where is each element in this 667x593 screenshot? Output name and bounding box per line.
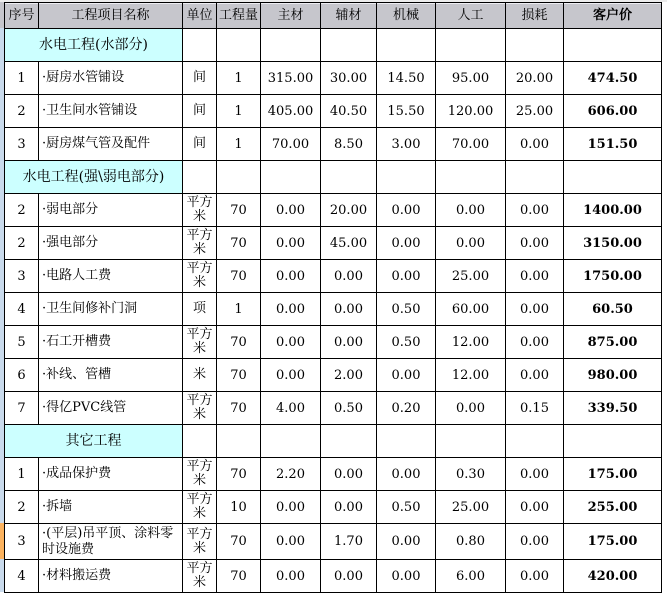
unit-cell[interactable]: 平方米 [183, 560, 217, 593]
table-row [5, 560, 662, 593]
customer-price-cell[interactable]: 3150.00 [564, 227, 662, 260]
unit-cell[interactable]: 平方米 [183, 392, 217, 425]
loss-cell[interactable]: 0.00 [506, 227, 564, 260]
labor-cell[interactable]: 12.00 [436, 326, 506, 359]
quantity-cell[interactable]: 70 [217, 326, 261, 359]
machinery-cell[interactable]: 15.50 [377, 95, 436, 128]
empty-cell[interactable] [217, 161, 261, 194]
quantity-cell[interactable]: 10 [217, 491, 261, 524]
empty-cell[interactable] [183, 425, 217, 458]
aux-material-cell[interactable]: 0.00 [321, 293, 377, 326]
empty-cell[interactable] [377, 161, 436, 194]
item-name-cell[interactable]: ·弱电部分 [39, 194, 183, 227]
labor-cell[interactable]: 25.00 [436, 491, 506, 524]
table-row [5, 491, 662, 524]
section-title-cell[interactable]: 水电工程(水部分) [5, 29, 183, 62]
aux-material-cell[interactable]: 0.50 [321, 392, 377, 425]
empty-cell[interactable] [321, 161, 377, 194]
empty-cell[interactable] [321, 425, 377, 458]
col-header-qty[interactable]: 工程量 [217, 3, 261, 29]
quantity-cell[interactable]: 1 [217, 62, 261, 95]
table-row [5, 227, 662, 260]
table-row [5, 293, 662, 326]
labor-cell[interactable]: 95.00 [436, 62, 506, 95]
empty-cell[interactable] [183, 29, 217, 62]
table-row [5, 95, 662, 128]
unit-cell[interactable]: 间 [183, 62, 217, 95]
main-material-cell[interactable]: 0.00 [261, 194, 321, 227]
loss-cell[interactable]: 0.00 [506, 491, 564, 524]
empty-cell[interactable] [377, 425, 436, 458]
item-name-cell[interactable]: ·卫生间修补门洞 [39, 293, 183, 326]
loss-cell[interactable]: 20.00 [506, 62, 564, 95]
unit-cell[interactable]: 间 [183, 128, 217, 161]
main-material-cell[interactable]: 0.00 [261, 524, 321, 560]
main-material-cell[interactable]: 0.00 [261, 293, 321, 326]
row-number-cell[interactable]: 3 [5, 128, 39, 161]
unit-cell[interactable]: 项 [183, 293, 217, 326]
unit-cell[interactable]: 平方米 [183, 524, 217, 560]
row-number-cell[interactable]: 3 [5, 260, 39, 293]
section-title-cell[interactable]: 水电工程(强\弱电部分) [5, 161, 183, 194]
empty-cell[interactable] [436, 161, 506, 194]
row-number-cell[interactable]: 3 [5, 524, 39, 560]
empty-cell[interactable] [183, 161, 217, 194]
section-row [5, 29, 662, 62]
labor-cell[interactable]: 12.00 [436, 359, 506, 392]
aux-material-cell[interactable]: 30.00 [321, 62, 377, 95]
aux-material-cell[interactable]: 2.00 [321, 359, 377, 392]
row-number-cell[interactable]: 5 [5, 326, 39, 359]
main-material-cell[interactable]: 0.00 [261, 560, 321, 593]
loss-cell[interactable]: 0.00 [506, 326, 564, 359]
row-number-cell[interactable]: 2 [5, 194, 39, 227]
aux-material-cell[interactable]: 0.00 [321, 326, 377, 359]
customer-price-cell[interactable]: 1750.00 [564, 260, 662, 293]
machinery-cell[interactable]: 0.50 [377, 491, 436, 524]
table-row [5, 194, 662, 227]
labor-cell[interactable]: 6.00 [436, 560, 506, 593]
empty-cell[interactable] [261, 161, 321, 194]
labor-cell[interactable]: 0.00 [436, 392, 506, 425]
empty-cell[interactable] [321, 29, 377, 62]
table-row [5, 128, 662, 161]
customer-price-cell[interactable]: 255.00 [564, 491, 662, 524]
quantity-cell[interactable]: 70 [217, 227, 261, 260]
main-material-cell[interactable]: 0.00 [261, 260, 321, 293]
machinery-cell[interactable]: 0.50 [377, 326, 436, 359]
labor-cell[interactable]: 0.00 [436, 227, 506, 260]
col-header-aux-material[interactable]: 辅材 [321, 3, 377, 29]
row-number-cell[interactable]: 6 [5, 359, 39, 392]
main-material-cell[interactable]: 0.00 [261, 227, 321, 260]
machinery-cell[interactable]: 0.50 [377, 293, 436, 326]
empty-cell[interactable] [261, 425, 321, 458]
empty-cell[interactable] [377, 29, 436, 62]
loss-cell[interactable]: 0.00 [506, 359, 564, 392]
aux-material-cell[interactable]: 20.00 [321, 194, 377, 227]
item-name-cell[interactable]: ·厨房煤气管及配件 [39, 128, 183, 161]
aux-material-cell[interactable]: 8.50 [321, 128, 377, 161]
table-row [5, 260, 662, 293]
loss-cell[interactable]: 25.00 [506, 95, 564, 128]
section-row [5, 161, 662, 194]
customer-price-cell[interactable]: 420.00 [564, 560, 662, 593]
main-material-cell[interactable]: 0.00 [261, 359, 321, 392]
loss-cell[interactable]: 0.00 [506, 560, 564, 593]
row-number-cell[interactable]: 4 [5, 293, 39, 326]
row-number-cell[interactable]: 2 [5, 227, 39, 260]
table-row-active [5, 524, 662, 560]
col-header-loss[interactable]: 损耗 [506, 3, 564, 29]
unit-cell[interactable]: 平方米 [183, 260, 217, 293]
quantity-cell[interactable]: 70 [217, 359, 261, 392]
row-number-cell[interactable]: 2 [5, 491, 39, 524]
customer-price-cell[interactable]: 60.50 [564, 293, 662, 326]
loss-cell[interactable]: 0.15 [506, 392, 564, 425]
table-row [5, 326, 662, 359]
col-header-main-material[interactable]: 主材 [261, 3, 321, 29]
empty-cell[interactable] [506, 161, 564, 194]
unit-cell[interactable]: 平方米 [183, 227, 217, 260]
machinery-cell[interactable]: 0.00 [377, 524, 436, 560]
labor-cell[interactable]: 60.00 [436, 293, 506, 326]
labor-cell[interactable]: 25.00 [436, 260, 506, 293]
labor-cell[interactable]: 120.00 [436, 95, 506, 128]
customer-price-cell[interactable]: 474.50 [564, 62, 662, 95]
col-header-unit[interactable]: 单位 [183, 3, 217, 29]
empty-cell[interactable] [436, 425, 506, 458]
quantity-cell[interactable]: 70 [217, 560, 261, 593]
item-name-cell[interactable]: ·厨房水管铺设 [39, 62, 183, 95]
loss-cell[interactable]: 0.00 [506, 128, 564, 161]
main-material-cell[interactable]: 0.00 [261, 491, 321, 524]
main-material-cell[interactable]: 315.00 [261, 62, 321, 95]
col-header-labor[interactable]: 人工 [436, 3, 506, 29]
header-row [5, 3, 662, 29]
main-material-cell[interactable]: 405.00 [261, 95, 321, 128]
machinery-cell[interactable]: 0.00 [377, 359, 436, 392]
item-name-cell[interactable]: ·补线、管槽 [39, 359, 183, 392]
col-header-machinery[interactable]: 机械 [377, 3, 436, 29]
empty-cell[interactable] [564, 425, 662, 458]
loss-cell[interactable]: 0.00 [506, 293, 564, 326]
machinery-cell[interactable]: 0.00 [377, 194, 436, 227]
empty-cell[interactable] [261, 29, 321, 62]
customer-price-cell[interactable]: 1400.00 [564, 194, 662, 227]
col-header-customer-price[interactable]: 客户价 [564, 3, 662, 29]
unit-cell[interactable]: 间 [183, 95, 217, 128]
customer-price-cell[interactable]: 151.50 [564, 128, 662, 161]
loss-cell[interactable]: 0.00 [506, 524, 564, 560]
quantity-cell[interactable]: 70 [217, 260, 261, 293]
item-name-cell[interactable]: ·拆墙 [39, 491, 183, 524]
loss-cell[interactable]: 0.00 [506, 194, 564, 227]
item-name-cell[interactable]: ·材料搬运费 [39, 560, 183, 593]
empty-cell[interactable] [217, 425, 261, 458]
main-material-cell[interactable]: 0.00 [261, 326, 321, 359]
table-row [5, 458, 662, 491]
loss-cell[interactable]: 0.00 [506, 458, 564, 491]
quantity-cell[interactable]: 70 [217, 194, 261, 227]
estimate-table [4, 2, 662, 593]
empty-cell[interactable] [506, 29, 564, 62]
quantity-cell[interactable]: 1 [217, 95, 261, 128]
machinery-cell[interactable]: 0.00 [377, 560, 436, 593]
empty-cell[interactable] [564, 161, 662, 194]
labor-cell[interactable]: 0.80 [436, 524, 506, 560]
unit-cell[interactable]: 平方米 [183, 458, 217, 491]
aux-material-cell[interactable]: 0.00 [321, 491, 377, 524]
unit-cell[interactable]: 米 [183, 359, 217, 392]
customer-price-cell[interactable]: 980.00 [564, 359, 662, 392]
col-header-no[interactable]: 序号 [5, 3, 39, 29]
aux-material-cell[interactable]: 0.00 [321, 560, 377, 593]
loss-cell[interactable]: 0.00 [506, 260, 564, 293]
machinery-cell[interactable]: 0.00 [377, 458, 436, 491]
labor-cell[interactable]: 0.00 [436, 194, 506, 227]
quantity-cell[interactable]: 1 [217, 293, 261, 326]
quantity-cell[interactable]: 70 [217, 458, 261, 491]
machinery-cell[interactable]: 3.00 [377, 128, 436, 161]
empty-cell[interactable] [436, 29, 506, 62]
item-name-cell[interactable]: ·成品保护费 [39, 458, 183, 491]
machinery-cell[interactable]: 0.00 [377, 227, 436, 260]
machinery-cell[interactable]: 0.20 [377, 392, 436, 425]
main-material-cell[interactable]: 70.00 [261, 128, 321, 161]
unit-cell[interactable]: 平方米 [183, 194, 217, 227]
row-number-cell[interactable]: 1 [5, 458, 39, 491]
item-name-cell[interactable]: ·(平层)吊平顶、涂料零时设施费 [39, 524, 183, 560]
quantity-cell[interactable]: 1 [217, 128, 261, 161]
aux-material-cell[interactable]: 45.00 [321, 227, 377, 260]
customer-price-cell[interactable]: 175.00 [564, 524, 662, 560]
col-header-name[interactable]: 工程项目名称 [39, 3, 183, 29]
item-name-cell[interactable]: ·石工开槽费 [39, 326, 183, 359]
customer-price-cell[interactable]: 339.50 [564, 392, 662, 425]
item-name-cell[interactable]: ·得亿PVC线管 [39, 392, 183, 425]
row-number-cell[interactable]: 2 [5, 95, 39, 128]
item-name-cell[interactable]: ·电路人工费 [39, 260, 183, 293]
unit-cell[interactable]: 平方米 [183, 491, 217, 524]
empty-cell[interactable] [506, 425, 564, 458]
aux-material-cell[interactable]: 0.00 [321, 458, 377, 491]
main-material-cell[interactable]: 2.20 [261, 458, 321, 491]
customer-price-cell[interactable]: 606.00 [564, 95, 662, 128]
aux-material-cell[interactable]: 40.50 [321, 95, 377, 128]
aux-material-cell[interactable]: 0.00 [321, 260, 377, 293]
row-number-cell[interactable]: 1 [5, 62, 39, 95]
customer-price-cell[interactable]: 875.00 [564, 326, 662, 359]
customer-price-cell[interactable]: 175.00 [564, 458, 662, 491]
empty-cell[interactable] [217, 29, 261, 62]
aux-material-cell[interactable]: 1.70 [321, 524, 377, 560]
unit-cell[interactable]: 平方米 [183, 326, 217, 359]
labor-cell[interactable]: 0.30 [436, 458, 506, 491]
table-row [5, 392, 662, 425]
machinery-cell[interactable]: 14.50 [377, 62, 436, 95]
labor-cell[interactable]: 70.00 [436, 128, 506, 161]
table-row [5, 62, 662, 95]
machinery-cell[interactable]: 0.00 [377, 260, 436, 293]
row-number-cell[interactable]: 4 [5, 560, 39, 593]
quantity-cell[interactable]: 70 [217, 524, 261, 560]
item-name-cell[interactable]: ·卫生间水管铺设 [39, 95, 183, 128]
empty-cell[interactable] [564, 29, 662, 62]
quantity-cell[interactable]: 70 [217, 392, 261, 425]
main-material-cell[interactable]: 4.00 [261, 392, 321, 425]
row-number-cell[interactable]: 7 [5, 392, 39, 425]
table-row [5, 359, 662, 392]
section-row [5, 425, 662, 458]
item-name-cell[interactable]: ·强电部分 [39, 227, 183, 260]
section-title-cell[interactable]: 其它工程 [5, 425, 183, 458]
